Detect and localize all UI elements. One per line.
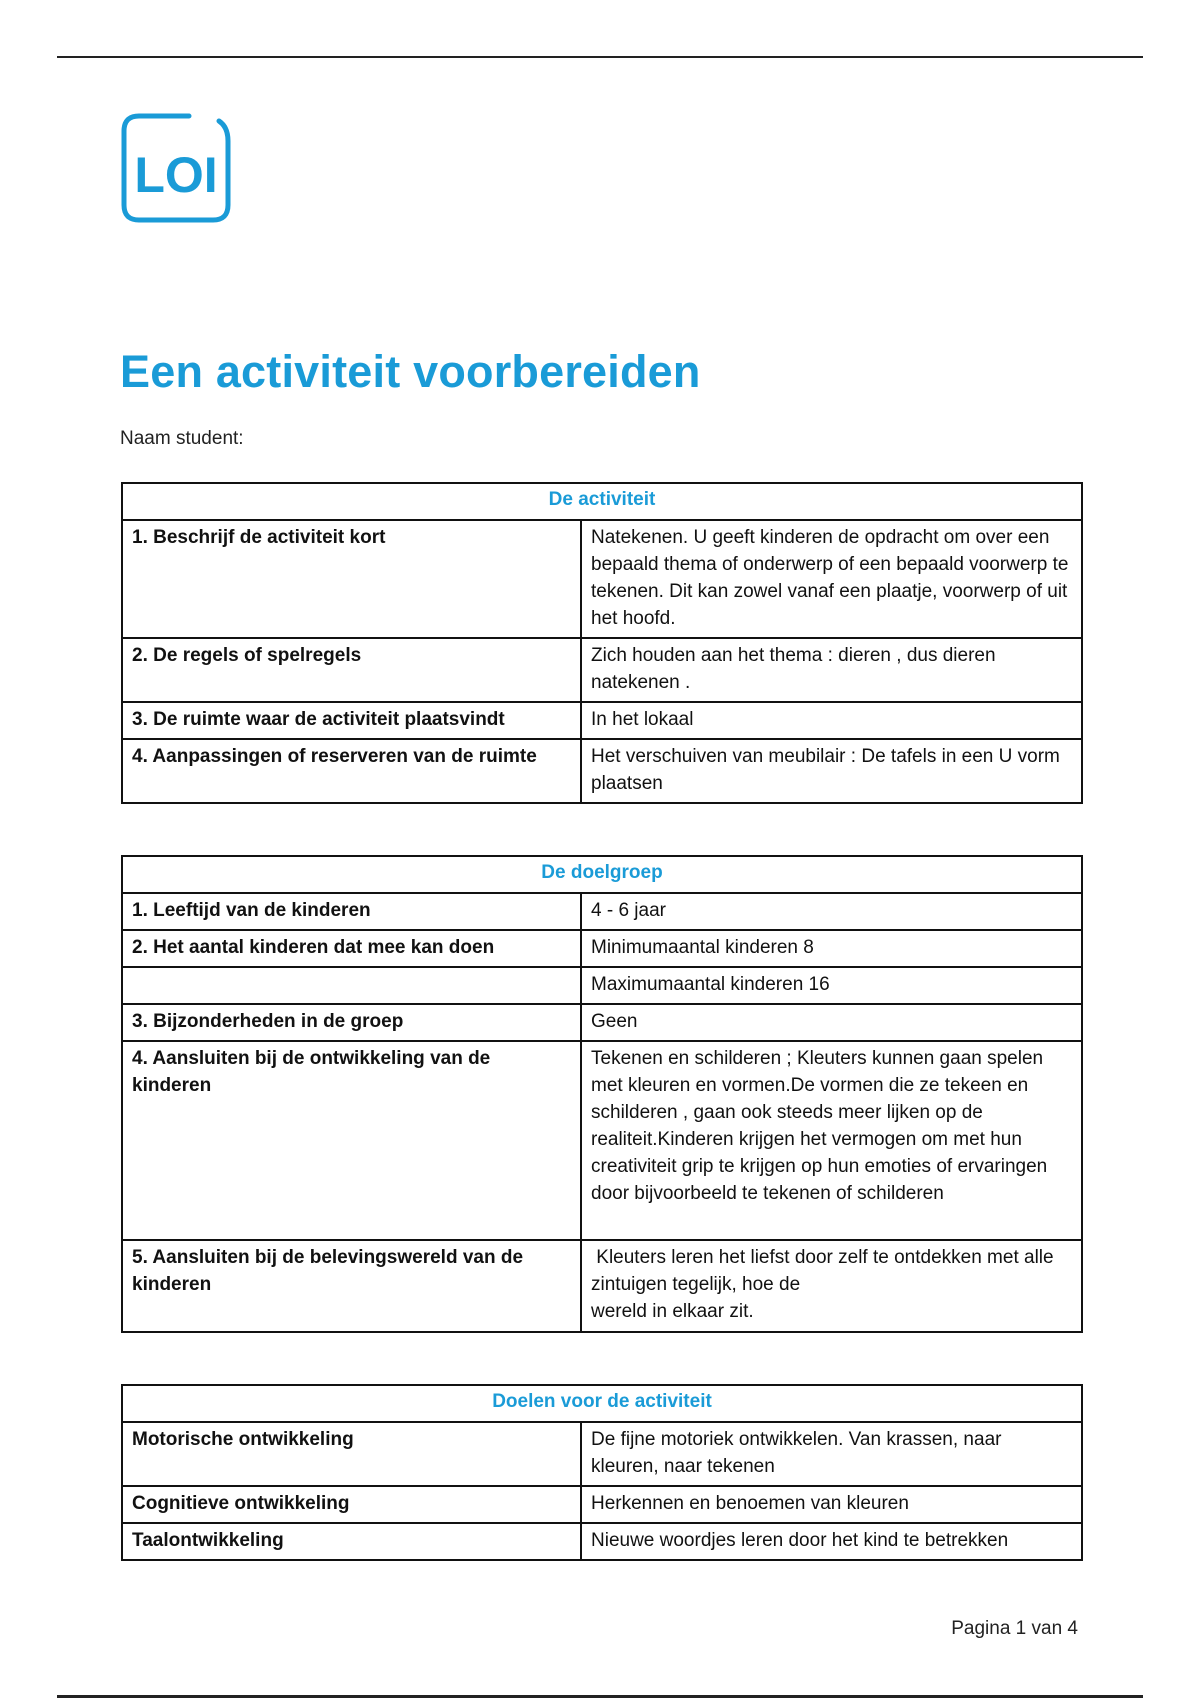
table-row [122, 1422, 1082, 1486]
row-value: Het verschuiven van meubilair : De tafels in een U vorm plaatsen [581, 739, 1082, 803]
row-value: Tekenen en schilderen ; Kleuters kunnen gaan spelen met kleuren en vormen.De vormen die ze tekeen en schilderen , gaan ook steeds meer lijken op de realiteit.Kinderen krijgen het vermogen om met hun creativiteit grip te krijgen op hun emoties of ervaringen door bijvoorbeeld te tekenen of schilderen [581, 1041, 1082, 1240]
row-label [122, 967, 581, 1004]
row-label: 3. Bijzonderheden in de groep [122, 1004, 581, 1041]
row-label: 4. Aansluiten bij de ontwikkeling van de kinderen [122, 1041, 581, 1240]
page-title: Een activiteit voorbereiden [120, 346, 701, 397]
row-value: Nieuwe woordjes leren door het kind te betrekken [581, 1523, 1082, 1560]
row-value: 4 - 6 jaar [581, 893, 1082, 930]
row-value: Geen [581, 1004, 1082, 1041]
target-group-table-header: De doelgroep [122, 856, 1082, 893]
header-rule [57, 56, 1143, 58]
row-value: Maximumaantal kinderen 16 [581, 967, 1082, 1004]
footer-rule [57, 1695, 1143, 1698]
row-label: Taalontwikkeling [122, 1523, 581, 1560]
table-row [122, 1486, 1082, 1523]
row-value: Herkennen en benoemen van kleuren [581, 1486, 1082, 1523]
logo-text: LOI [134, 147, 218, 203]
row-label: 2. De regels of spelregels [122, 638, 581, 702]
row-label: 4. Aanpassingen of reserveren van de ruimte [122, 739, 581, 803]
row-value: Minimumaantal kinderen 8 [581, 930, 1082, 967]
table-row [122, 638, 1082, 702]
activity-table-header: De activiteit [122, 483, 1082, 520]
table-row [122, 1240, 1082, 1332]
row-value: Zich houden aan het thema : dieren , dus dieren natekenen . [581, 638, 1082, 702]
table-row [122, 739, 1082, 803]
table-row [122, 702, 1082, 739]
table-row [122, 930, 1082, 967]
table-row [122, 1041, 1082, 1240]
row-label: Motorische ontwikkeling [122, 1422, 581, 1486]
row-value: Natekenen. U geeft kinderen de opdracht om over een bepaald thema of onderwerp of een bepaald voorwerp te tekenen. Dit kan zowel vanaf een plaatje, voorwerp of uit het hoofd. [581, 520, 1082, 638]
table-row [122, 520, 1082, 638]
table-row [122, 893, 1082, 930]
row-label: Cognitieve ontwikkeling [122, 1486, 581, 1523]
row-value: Kleuters leren het liefst door zelf te ontdekken met alle zintuigen tegelijk, hoe de wereld in elkaar zit. [581, 1240, 1082, 1332]
goals-table [121, 1384, 1083, 1561]
student-name-label: Naam student: [120, 428, 244, 449]
page-number: Pagina 1 van 4 [951, 1618, 1078, 1639]
table-row [122, 1523, 1082, 1560]
row-value: De fijne motoriek ontwikkelen. Van krassen, naar kleuren, naar tekenen [581, 1422, 1082, 1486]
target-group-table [121, 855, 1083, 1333]
row-label: 1. Leeftijd van de kinderen [122, 893, 581, 930]
table-row [122, 1004, 1082, 1041]
activity-table [121, 482, 1083, 804]
goals-table-header: Doelen voor de activiteit [122, 1385, 1082, 1422]
row-value: In het lokaal [581, 702, 1082, 739]
row-label: 1. Beschrijf de activiteit kort [122, 520, 581, 638]
row-label: 3. De ruimte waar de activiteit plaatsvindt [122, 702, 581, 739]
table-row [122, 967, 1082, 1004]
row-label: 2. Het aantal kinderen dat mee kan doen [122, 930, 581, 967]
loi-logo [121, 113, 231, 223]
row-label: 5. Aansluiten bij de belevingswereld van de kinderen [122, 1240, 581, 1332]
